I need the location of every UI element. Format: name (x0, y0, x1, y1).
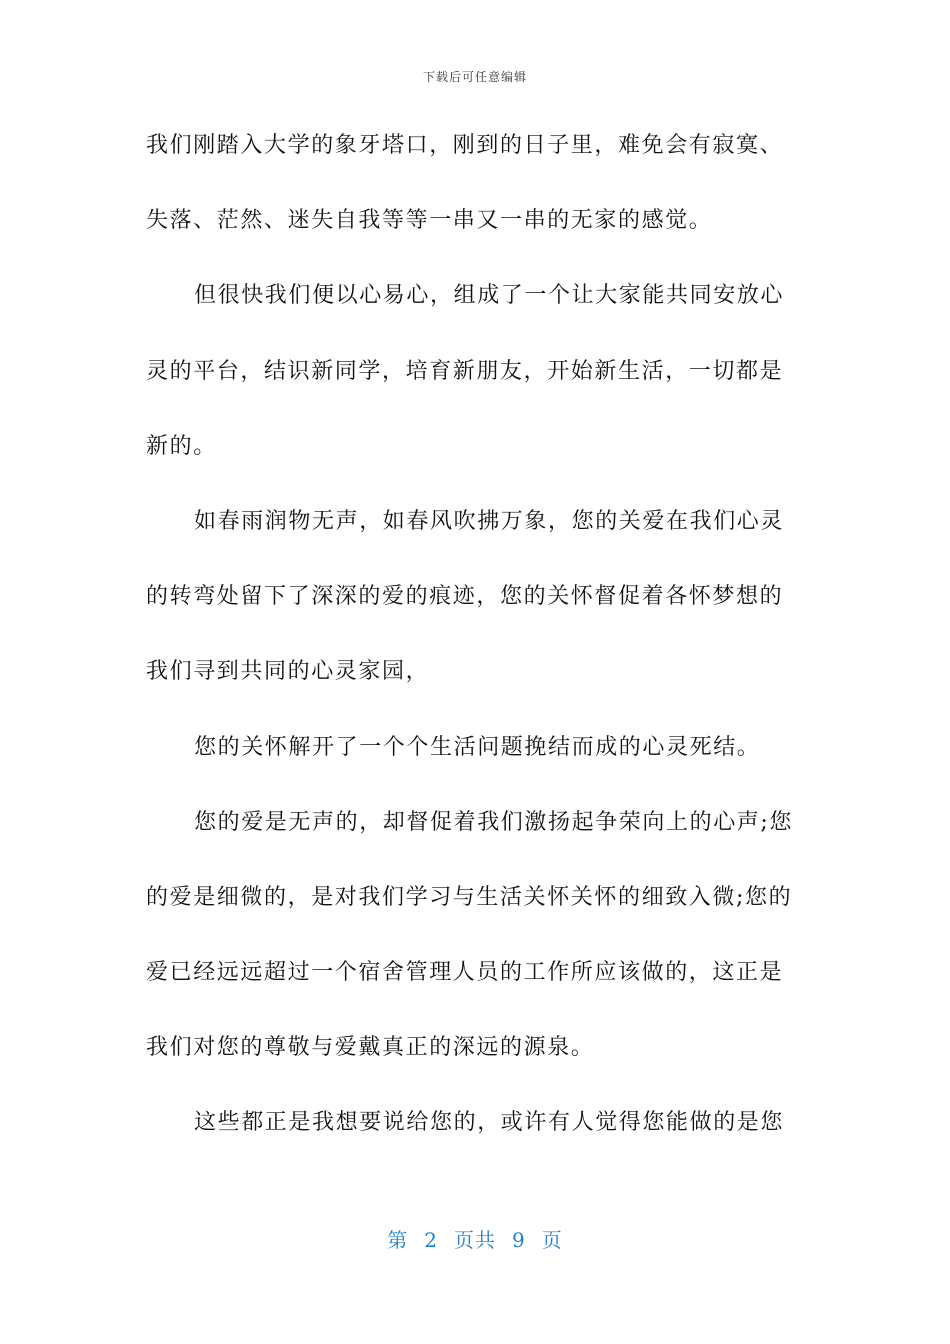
header-note: 下载后可任意编辑 (422, 70, 527, 84)
current-page-number: 2 (424, 1228, 438, 1252)
text-line: 灵的平台，结识新同学，培育新朋友，开始新生活，一切都是 (146, 358, 784, 384)
footer-suffix: 页 (541, 1228, 563, 1252)
text-line: 您的关怀解开了一个个生活问题挽结而成的心灵死结。 (194, 734, 761, 760)
text-line: 新的。 (146, 433, 217, 459)
footer-prefix: 第 (387, 1228, 409, 1252)
page-footer (0, 1224, 950, 1253)
text-line: 您的爱是无声的，却督促着我们激扬起争荣向上的心声;您 (194, 809, 794, 835)
text-line: 的转弯处留下了深深的爱的痕迹，您的关怀督促着各怀梦想的 (146, 584, 784, 610)
total-page-number: 9 (512, 1228, 526, 1252)
text-line: 这些都正是我想要说给您的，或许有人觉得您能做的是您 (194, 1110, 785, 1136)
text-line: 我们寻到共同的心灵家园， (146, 659, 430, 685)
text-line: 如春雨润物无声，如春风吹拂万象，您的关爱在我们心灵 (194, 508, 785, 534)
text-line: 失落、茫然、迷失自我等等一串又一串的无家的感觉。 (146, 208, 713, 234)
text-line: 但很快我们便以心易心，组成了一个让大家能共同安放心 (194, 283, 785, 309)
text-line: 我们对您的尊敬与爱戴真正的深远的源泉。 (146, 1035, 595, 1061)
footer-middle: 页共 (454, 1228, 496, 1252)
text-line: 我们刚踏入大学的象牙塔口，刚到的日子里，难免会有寂寞、 (146, 133, 784, 158)
text-line: 的爱是细微的，是对我们学习与生活关怀关怀的细致入微;您的 (146, 884, 793, 910)
document-body (146, 122, 806, 1175)
text-line: 爱已经远远超过一个宿舍管理人员的工作所应该做的，这正是 (146, 960, 784, 986)
